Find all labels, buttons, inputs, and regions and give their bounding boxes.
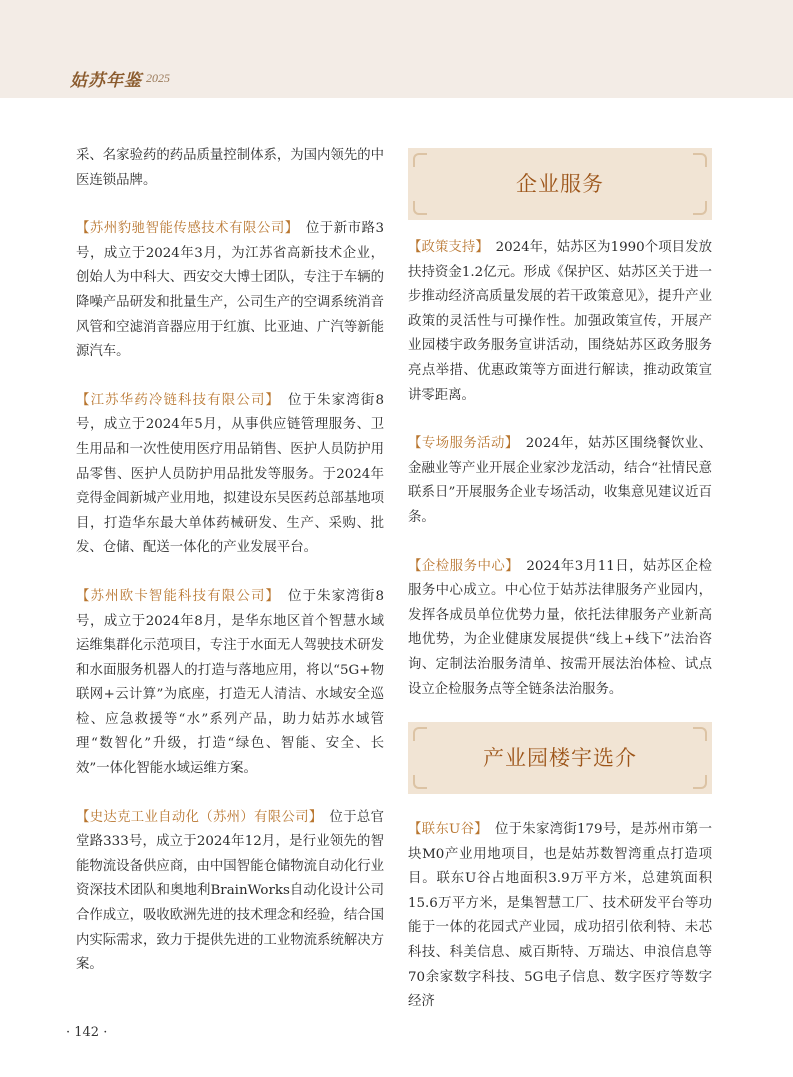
entry-tag: 【企检服务中心】 xyxy=(408,558,513,574)
entry-paragraph xyxy=(408,818,712,1015)
entry-text: 位于新市路3号，成立于2024年3月，为江苏省高新技术企业，创始人为中科大、西安交大博士团队，专注于车辆的降噪产品研发和批量生产，公司生产的空调系统消音风管和空滤消音器应用于红旗、比亚迪、广汽等新能源汽车。 xyxy=(76,221,384,360)
entry-tag: 【政策支持】 xyxy=(408,240,483,255)
entry-paragraph xyxy=(408,236,712,408)
entry-paragraph xyxy=(408,432,712,530)
entry-text: 位于朱家湾街8号，成立于2024年5月，从事供应链管理服务、卫生用品和一次性使用医疗用品销售、医护人员防护用品零售、医护人员防护用品批发等服务。于2024年竞得金阊新城产业用地，拟建设东吴医药总部基地项目，打造华东最大单体药械研发、生产、采购、批发、仓储、配送一体化的产业发展平台。 xyxy=(76,392,384,556)
yearbook-title: 姑苏年鉴 xyxy=(70,71,142,91)
entry-tag: 【史达克工业自动化（苏州）有限公司】 xyxy=(76,809,316,825)
entry-text: 位于朱家湾街179号，是苏州市第一块M0产业用地项目，也是姑苏数智湾重点打造项目。联东U谷占地面积3.9万平方米，总建筑面积15.6万平方米，是集智慧工厂、技术研发平台等功能于一体的花园式产业园，成功招引依利特、未芯科技、科美信息、威百斯特、万瑞达、申浪信息等70余家数字科技、5G电子信息、数字医疗等数字经济 xyxy=(408,822,712,1010)
section-banner-park xyxy=(408,722,712,794)
page-number: · 142 · xyxy=(66,1025,108,1040)
entry-paragraph xyxy=(76,585,384,782)
yearbook-year: 2025 xyxy=(146,71,170,85)
section-title: 企业服务 xyxy=(516,172,604,196)
entry-text: 2024年3月11日，姑苏区企检服务中心成立。中心位于姑苏法律服务产业园内，发挥各成员单位优势力量，依托法律服务产业新高地优势，为企业健康发展提供“线上+线下”法治咨询、定制法治服务清单、按需开展法治体检、试点设立企检服务点等全链条法治服务。 xyxy=(408,558,712,697)
entry-text: 位于朱家湾街8号，成立于2024年8月，是华东地区首个智慧水域运维集群化示范项目，专注于水面无人驾驶技术研发和水面服务机器人的打造与落地应用，将以“5G+物联网+云计算”为底座，打造无人清洁、水域安全巡检、应急救援等“水”系列产品，助力姑苏水域管理“数智化”升级，打造“绿色、智能、安全、长效”一体化智能水域运维方案。 xyxy=(76,588,384,777)
entry-paragraph xyxy=(76,389,384,561)
entry-tag: 【联东U谷】 xyxy=(408,822,482,837)
entry-tag: 【专场服务活动】 xyxy=(408,436,512,452)
entry-paragraph xyxy=(76,806,384,978)
page-header xyxy=(0,0,793,98)
intro-paragraph: 采、名家验药的药品质量控制体系，为国内领先的中医连锁品牌。 xyxy=(76,148,384,188)
section-title: 产业园楼宇选介 xyxy=(483,746,637,770)
entry-paragraph xyxy=(76,217,384,365)
section-banner-enterprise xyxy=(408,148,712,220)
entry-paragraph xyxy=(408,555,712,703)
right-column-park xyxy=(408,818,712,1039)
entry-text: 位于总官堂路333号，成立于2024年12月，是行业领先的智能物流设备供应商，由中国智能仓储物流自动化行业资深技术团队和奥地利BrainWorks自动化设计公司合作成立，吸收欧洲先进的技术理念和经验，结合国内实际需求，致力于提供先进的工业物流系统解决方案。 xyxy=(76,809,384,973)
right-column-enterprise xyxy=(408,236,712,726)
entry-tag: 【苏州豹驰智能传感技术有限公司】 xyxy=(76,221,292,237)
entry-text: 2024年，姑苏区为1990个项目发放扶持资金1.2亿元。形成《保护区、姑苏区关于进一步推动经济高质量发展的若干政策意见》，提升产业政策的灵活性与可操作性。加强政策宣传，开展产业园楼宇政务服务宣讲活动，围绕姑苏区政务服务亮点举措、优惠政策等方面进行解读，推动政策宣讲零距离。 xyxy=(408,240,712,403)
left-column xyxy=(76,144,384,1002)
entry-tag: 【苏州欧卡智能科技有限公司】 xyxy=(76,588,274,604)
entry-text: 2024年，姑苏区围绕餐饮业、金融业等产业开展企业家沙龙活动，结合“社情民意联系日”开展服务企业专场活动，收集意见建议近百条。 xyxy=(408,436,712,525)
entry-tag: 【江苏华药冷链科技有限公司】 xyxy=(76,392,274,408)
